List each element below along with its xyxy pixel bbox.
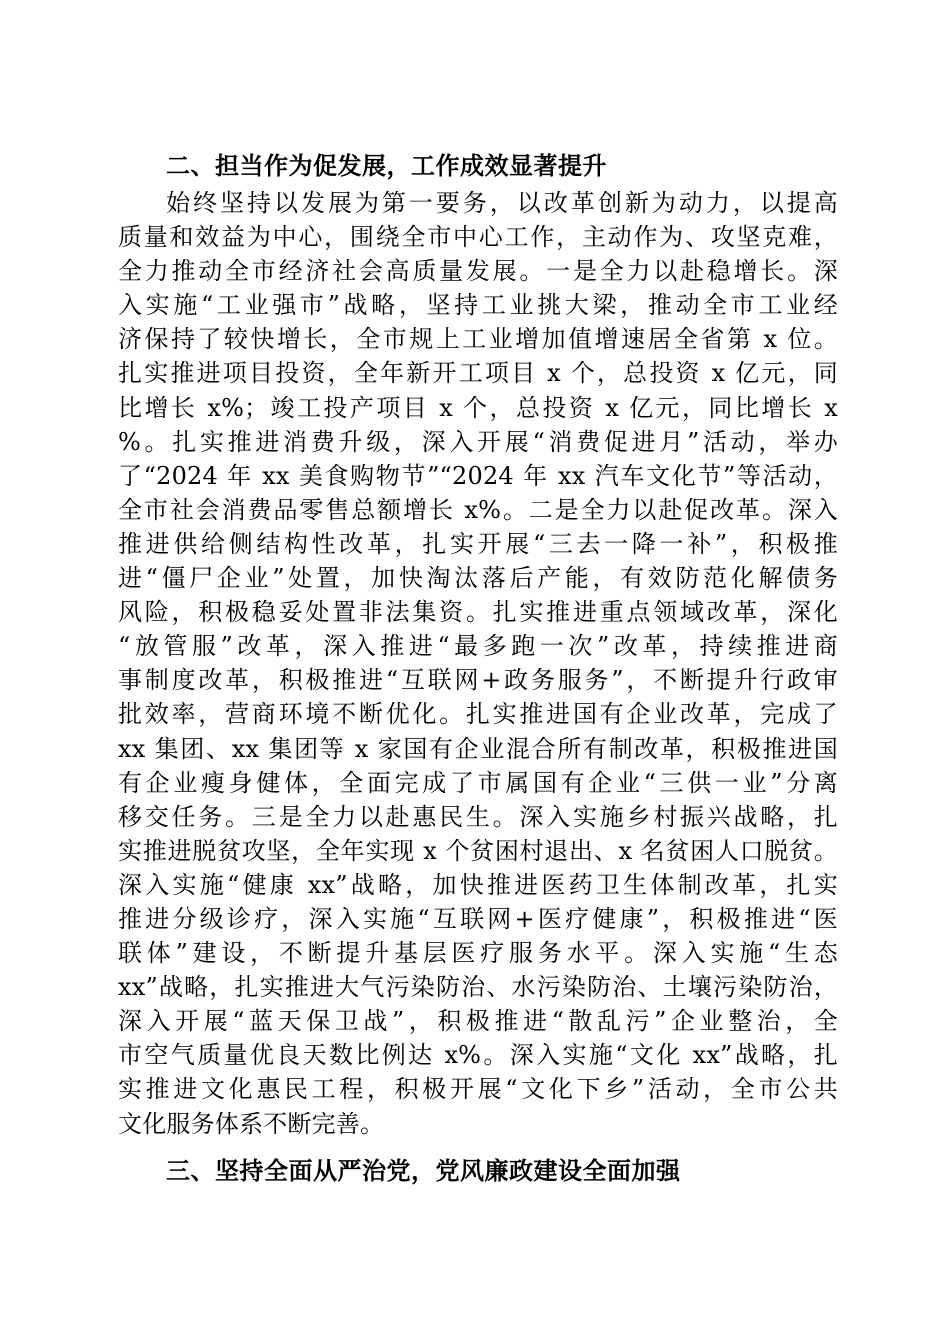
paragraph-line: 推进分级诊疗，深入实施“互联网+医疗健康”，积极推进“医: [118, 904, 838, 933]
paragraph-line: 联体”建设，不断提升基层医疗服务水平。深入实施“生态: [118, 939, 838, 968]
paragraph-line: 实推进文化惠民工程，积极开展“文化下乡”活动，全市公共: [118, 1075, 838, 1104]
paragraph-line: xx”战略，扎实推进大气污染防治、水污染防治、土壤污染防治，: [118, 973, 838, 1002]
paragraph-line: 有企业瘦身健体，全面完成了市属国有企业“三供一业”分离: [118, 768, 838, 797]
paragraph-line: xx 集团、xx 集团等 x 家国有企业混合所有制改革，积极推进国: [118, 734, 838, 763]
section-heading-2: 二、担当作为促发展，工作成效显著提升: [166, 152, 607, 180]
paragraph-line: 始终坚持以发展为第一要务，以改革创新为动力，以提高: [166, 189, 838, 217]
section-2-paragraph: [118, 186, 838, 1141]
paragraph-line: 全力推动全市经济社会高质量发展。一是全力以赴稳增长。深: [118, 257, 838, 286]
paragraph-line: 全市社会消费品零售总额增长 x%。二是全力以赴促改革。深入: [118, 495, 838, 524]
paragraph-line: 进“僵尸企业”处置，加快淘汰落后产能，有效防范化解债务: [118, 564, 838, 593]
paragraph-line: 比增长 x%；竣工投产项目 x 个，总投资 x 亿元，同比增长 x: [118, 393, 838, 422]
paragraph-line: 实推进脱贫攻坚，全年实现 x 个贫困村退出、x 名贫困人口脱贫。: [118, 836, 838, 865]
paragraph-line: 深入实施“健康 xx”战略，加快推进医药卫生体制改革，扎实: [118, 870, 838, 899]
paragraph-line: 了“2024 年 xx 美食购物节”“2024 年 xx 汽车文化节”等活动，: [118, 461, 838, 490]
paragraph-line: 推进供给侧结构性改革，扎实开展“三去一降一补”，积极推: [118, 529, 838, 558]
paragraph-line: 事制度改革，积极推进“互联网+政务服务”，不断提升行政审: [118, 666, 838, 695]
paragraph-line: 风险，积极稳妥处置非法集资。扎实推进重点领域改革，深化: [118, 598, 838, 627]
paragraph-line: 文化服务体系不断完善。: [118, 1109, 385, 1138]
paragraph-line: “放管服”改革，深入推进“最多跑一次”改革，持续推进商: [118, 632, 838, 661]
paragraph-line: %。扎实推进消费升级，深入开展“消费促进月”活动，举办: [118, 427, 838, 456]
paragraph-line: 扎实推进项目投资，全年新开工项目 x 个，总投资 x 亿元，同: [118, 359, 838, 388]
paragraph-line: 市空气质量优良天数比例达 x%。深入实施“文化 xx”战略，扎: [118, 1041, 838, 1070]
paragraph-line: 批效率，营商环境不断优化。扎实推进国有企业改革，完成了: [118, 700, 838, 729]
paragraph-line: 入实施“工业强市”战略，坚持工业挑大梁，推动全市工业经: [118, 291, 838, 320]
document-body: [118, 150, 838, 1187]
paragraph-line: 质量和效益为中心，围绕全市中心工作，主动作为、攻坚克难，: [118, 223, 838, 252]
paragraph-line: 移交任务。三是全力以赴惠民生。深入实施乡村振兴战略，扎: [118, 802, 838, 831]
section-heading-3: 三、坚持全面从严治党，党风廉政建设全面加强: [166, 1156, 681, 1185]
paragraph-line: 深入开展“蓝天保卫战”，积极推进“散乱污”企业整治，全: [118, 1007, 838, 1036]
paragraph-line: 济保持了较快增长，全市规上工业增加值增速居全省第 x 位。: [118, 325, 838, 354]
